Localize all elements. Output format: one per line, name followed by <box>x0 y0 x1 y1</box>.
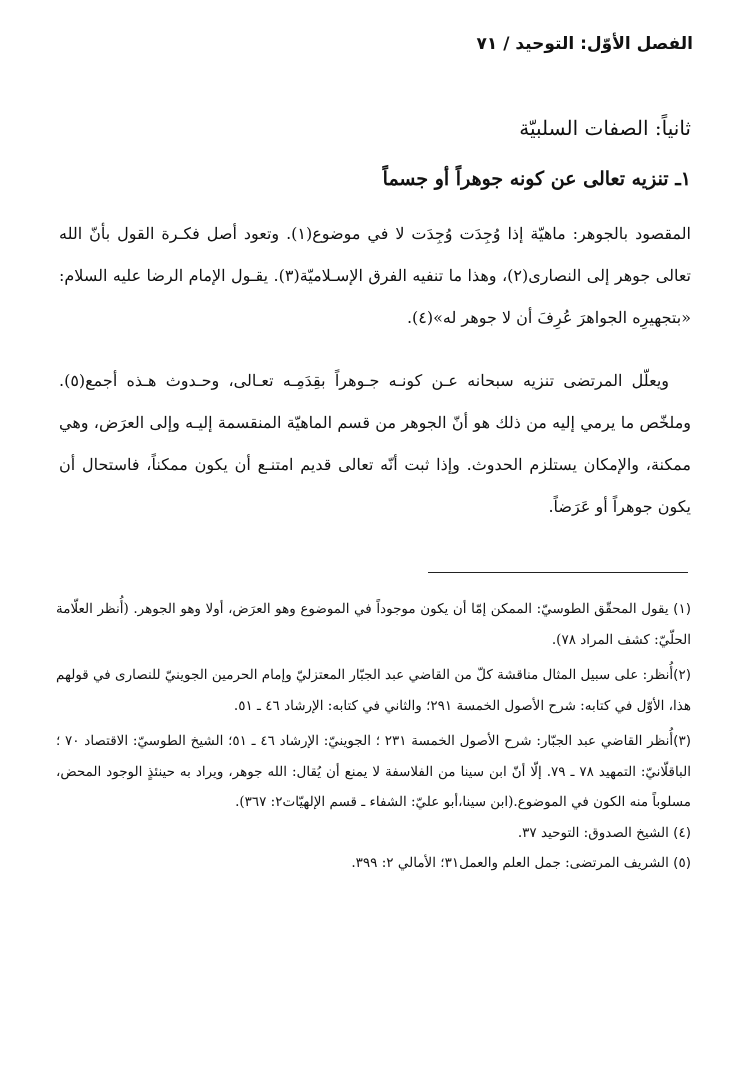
footnote-text: أُنظر القاضي عبد الجبّار: شرح الأصول الخمسة ٢٣١ ؛ الجوينيّ: الإرشاد ٤٦ ـ ٥١؛ الشيخ الطوسيّ: الاقتصاد ٧٠ ؛ الباقلّانيّ: التمهيد ٧٨ ـ ٧٩. إلّا أنّ ابن سينا من الفلاسفة لا يمنع أن يُقال: الله جوهر، ويراد به حينئذٍ الوجود المحض، مسلوباً منه الكون في الموضوع.(ابن سينا،أبو عليّ: الشفاء ـ قسم الإلهيّات٢: ٣٦٧). <box>56 733 691 810</box>
footnotes <box>56 594 691 879</box>
footnote-number: (١) <box>673 601 691 617</box>
footnote-number: (٥) <box>673 855 691 871</box>
sub-heading: ١ـ تنزيه تعالى عن كونه جوهراً أو جسماً <box>382 168 691 190</box>
footnote-text: أُنظر: على سبيل المثال مناقشة كلّ من القاضي عبد الجبّار المعتزليّ وإمام الحرمين الجوينيّ للنصارى في قولهم هذا، الأوّل في كتابه: شرح الأصول الخمسة ٢٩١؛ والثاني في كتابه: الإرشاد ٤٦ ـ ٥١. <box>56 667 691 714</box>
footnote-text: الشريف المرتضى: جمل العلم والعمل٣١؛ الأمالي ٢: ٣٩٩. <box>351 855 674 871</box>
running-header: الفصل الأوّل: التوحيد / ٧١ <box>476 34 693 54</box>
footnote-text: يقول المحقّق الطوسيّ: الممكن إمّا أن يكون موجوداً في الموضوع وهو العرَض، أولا وهو الجوهر. (أُنظر العلّامة الحلّيّ: كشف المراد ٧٨). <box>56 601 691 648</box>
footnote-text: الشيخ الصدوق: التوحيد ٣٧. <box>517 824 674 841</box>
body-paragraph-1 <box>59 213 691 339</box>
body-paragraph-2 <box>59 360 691 528</box>
footnote-2 <box>56 660 691 721</box>
section-heading: ثانياً: الصفات السلبيّة <box>519 116 691 140</box>
footnote-separator <box>428 572 688 573</box>
footnote-4 <box>56 818 691 849</box>
footnote-3 <box>56 726 691 818</box>
footnote-number: (٣) <box>673 733 691 749</box>
footnote-number: (٤) <box>673 824 691 841</box>
footnote-1 <box>56 594 691 655</box>
paragraph-text: المقصود بالجوهر: ماهيّة إذا وُجِدَت وُجِدَت لا في موضوع(١). وتعود أصل فكـرة القول بأنّ الله تعالى جوهر إلى النصارى(٢)، وهذا ما تنفيه الفرق الإسـلاميّة(٣). يقـول الإمام الرضا عليه السلام: «بتجهيرِه الجواهرَ عُرِفَ أن لا جوهر له»(٤). <box>59 224 692 327</box>
footnote-number: (٢) <box>673 667 691 683</box>
paragraph-text: ويعلّل المرتضى تنزيه سبحانه عـن كونـه جـوهراً بقِدَمِـه تعـالى، وحـدوث هـذه أجمع(٥). وملخّص ما يرمي إليه من ذلك هو أنّ الجوهر من قسم الماهيّة المنقسمة إليـه وإلى العرَض، وهي ممكنة، والإمكان يستلزم الحدوث. وإذا ثبت أنّه تعالى قديم امتنـع أن يكون ممكناً، فاستحال أن يكون جوهراً أو عَرَضاً. <box>59 371 691 516</box>
footnote-5 <box>56 848 691 879</box>
